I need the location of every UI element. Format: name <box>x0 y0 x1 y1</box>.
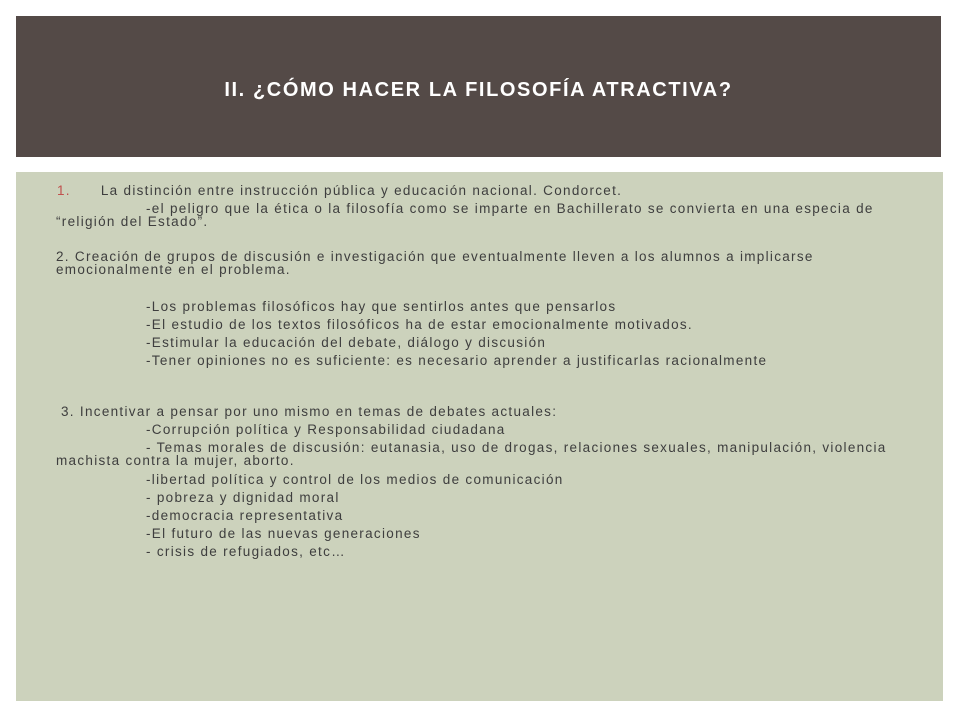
list-item: -Los problemas filosóficos hay que sentirlos antes que pensarlos <box>146 299 617 314</box>
list-item: -libertad política y control de los medios de comunicación <box>146 472 564 487</box>
list-item-1 <box>57 184 622 198</box>
content-area <box>16 172 943 701</box>
list-item: -Corrupción política y Responsabilidad ciudadana <box>146 422 506 437</box>
list-item: -El estudio de los textos filosóficos ha de estar emocionalmente motivados. <box>146 317 693 332</box>
list-item: - crisis de refugiados, etc… <box>146 544 346 559</box>
list-item: -democracia representativa <box>146 508 344 523</box>
list-item-text: La distinción entre instrucción pública y educación nacional. Condorcet. <box>100 183 623 198</box>
list-item: -Tener opiniones no es suficiente: es necesario aprender a justificarlas racionalmente <box>146 353 768 368</box>
list-item: -El futuro de las nuevas generaciones <box>146 526 421 541</box>
list-number: 1. <box>57 183 71 198</box>
list-item: 2. Creación de grupos de discusión e investigación que eventualmente lleven a los alumnos a implicarse emocionalmente en el problema. <box>56 249 814 277</box>
slide-title: II. ¿CÓMO HACER LA FILOSOFÍA ATRACTIVA? <box>224 79 733 101</box>
list-item: -Estimular la educación del debate, diálogo y discusión <box>146 335 547 350</box>
list-item: -el peligro que la ética o la filosofía como se imparte en Bachillerato se convierta en una especia de “religión del Estado”. <box>56 201 874 229</box>
list-item: 3. Incentivar a pensar por uno mismo en temas de debates actuales: <box>61 404 558 419</box>
title-bar <box>16 16 941 157</box>
list-item: - Temas morales de discusión: eutanasia, uso de drogas, relaciones sexuales, manipulación, violencia machista contra la mujer, aborto. <box>56 440 887 468</box>
list-item: - pobreza y dignidad moral <box>146 490 340 505</box>
